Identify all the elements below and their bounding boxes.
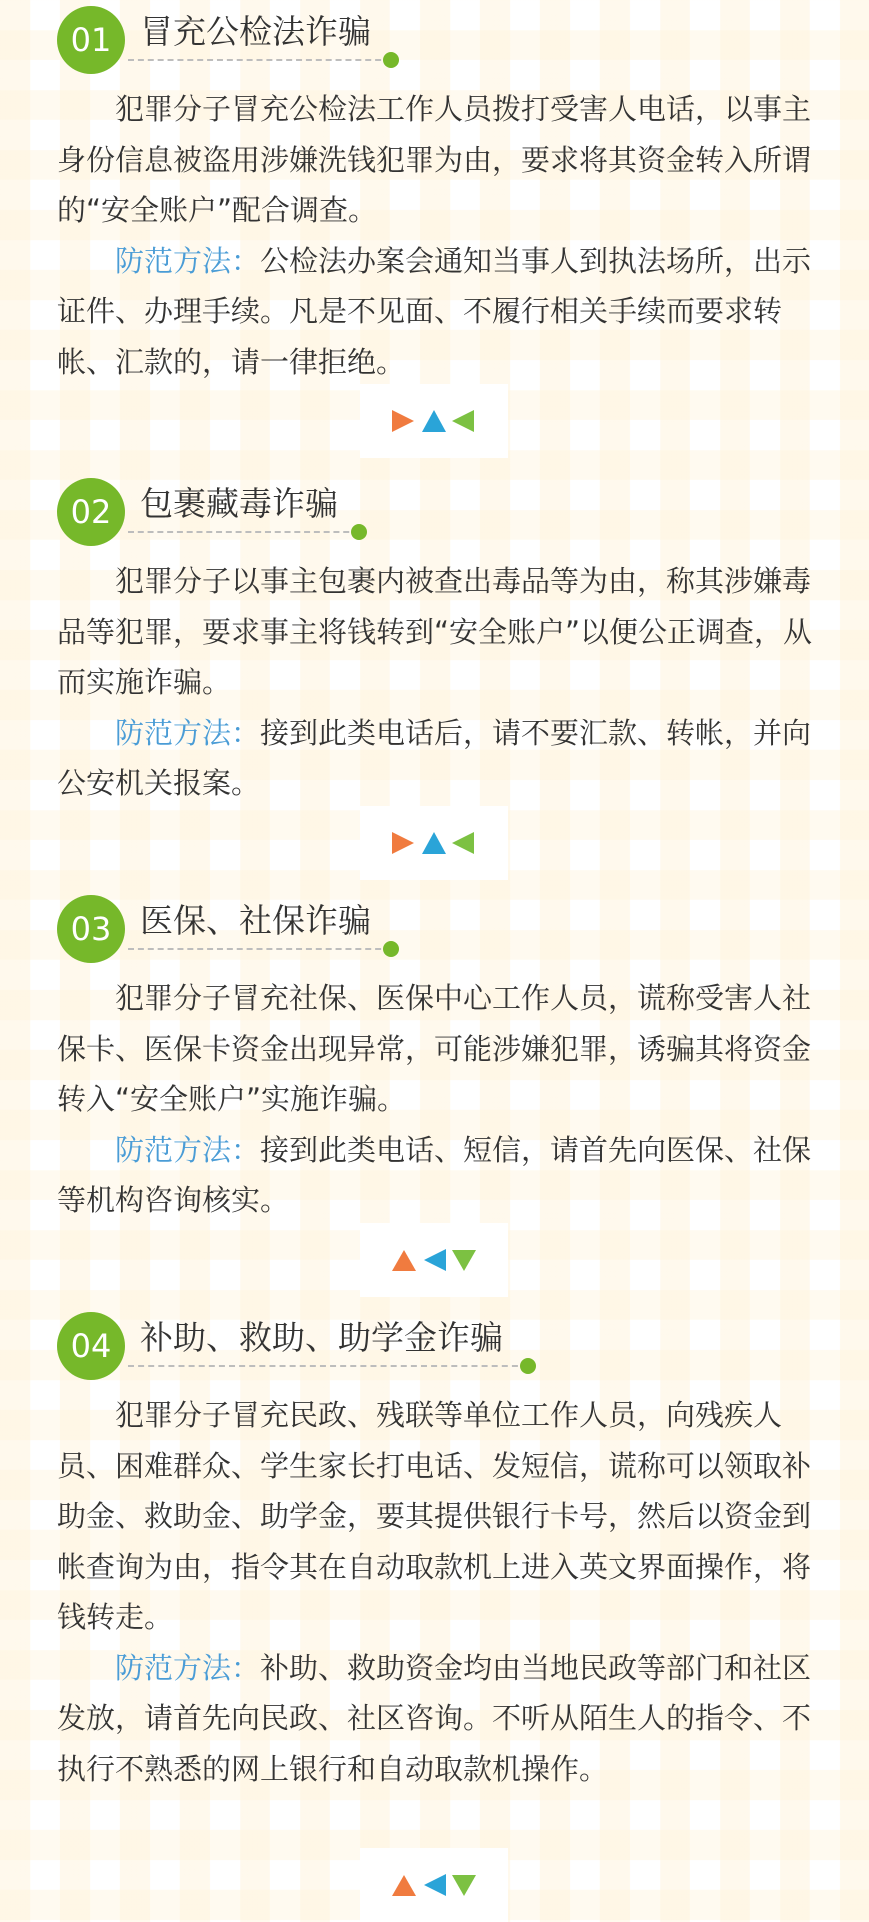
section-4-tip-label: 防范方法： — [115, 1650, 261, 1685]
section-1-body — [57, 84, 817, 387]
section-3-body — [57, 973, 817, 1226]
section-2-title-underline — [128, 531, 359, 533]
section-3-tip — [57, 1125, 817, 1226]
blue-up-triangle-icon — [422, 832, 446, 854]
section-3-tip-label: 防范方法： — [115, 1132, 261, 1167]
green-left-triangle-icon — [452, 832, 474, 854]
divider-1-triangles — [390, 406, 478, 436]
divider-4-triangles — [390, 1870, 478, 1900]
orange-up-triangle-icon — [392, 1250, 416, 1271]
blue-up-triangle-icon — [422, 410, 446, 432]
section-2-number-badge: 02 — [57, 478, 125, 546]
section-4-title: 补助、救助、助学金诈骗 — [140, 1318, 503, 1357]
section-1 — [0, 0, 869, 387]
orange-right-triangle-icon — [392, 410, 414, 432]
orange-up-triangle-icon — [392, 1875, 416, 1896]
divider-2-triangles — [390, 828, 478, 858]
section-2-tip-text: 接到此类电话后，请不要汇款、转帐，并向公安机关报案。 — [57, 715, 812, 800]
green-dot-icon — [383, 941, 399, 957]
blue-left-triangle-icon — [424, 1874, 446, 1896]
green-dot-icon — [520, 1358, 536, 1374]
section-2-body — [57, 556, 817, 809]
section-4-description: 犯罪分子冒充民政、残联等单位工作人员，向残疾人员、困难群众、学生家长打电话、发短信，谎称可以领取补助金、救助金、助学金，要其提供银行卡号，然后以资金到帐查询为由，指令其在自动取款机上进入英文界面操作，将钱转走。 — [57, 1398, 812, 1634]
section-2-title: 包裹藏毒诈骗 — [140, 484, 338, 523]
section-1-title-underline — [128, 59, 391, 61]
divider-marker-4 — [360, 1848, 508, 1922]
section-1-description: 犯罪分子冒充公检法工作人员拨打受害人电话，以事主身份信息被盗用涉嫌洗钱犯罪为由，要求将其资金转入所谓的“安全账户”配合调查。 — [57, 92, 812, 227]
section-3-number-badge: 03 — [57, 895, 125, 963]
section-3-description: 犯罪分子冒充社保、医保中心工作人员，谎称受害人社保卡、医保卡资金出现异常，可能涉嫌犯罪，诱骗其将资金转入“安全账户”实施诈骗。 — [57, 981, 812, 1116]
section-1-title: 冒充公检法诈骗 — [140, 12, 371, 51]
section-4-number-badge: 04 — [57, 1312, 125, 1380]
divider-marker-3 — [360, 1223, 508, 1297]
section-3-title: 医保、社保诈骗 — [140, 901, 371, 940]
section-3-title-underline — [128, 948, 391, 950]
green-down-triangle-icon — [452, 1875, 476, 1896]
section-4 — [0, 1306, 869, 1794]
section-2-tip — [57, 708, 817, 809]
section-1-header — [0, 0, 869, 70]
section-4-header — [0, 1306, 869, 1376]
section-2-description: 犯罪分子以事主包裹内被查出毒品等为由，称其涉嫌毒品等犯罪，要求事主将钱转到“安全账户”以便公正调查，从而实施诈骗。 — [57, 564, 813, 699]
green-down-triangle-icon — [452, 1250, 476, 1271]
section-4-title-underline — [128, 1365, 528, 1367]
orange-right-triangle-icon — [392, 832, 414, 854]
section-4-tip-text: 补助、救助资金均由当地民政等部门和社区发放，请首先向民政、社区咨询。不听从陌生人的指令、不执行不熟悉的网上银行和自动取款机操作。 — [57, 1650, 812, 1786]
section-1-number-badge: 01 — [57, 6, 125, 74]
divider-marker-1 — [360, 384, 508, 458]
section-1-tip — [57, 236, 817, 388]
divider-3-triangles — [390, 1245, 478, 1275]
section-4-body — [57, 1390, 817, 1794]
section-3-tip-text: 接到此类电话、短信，请首先向医保、社保等机构咨询核实。 — [57, 1132, 812, 1217]
green-left-triangle-icon — [452, 410, 474, 432]
section-3-header — [0, 889, 869, 959]
section-2 — [0, 472, 869, 809]
section-1-tip-text: 公检法办案会通知当事人到执法场所，出示证件、办理手续。凡是不见面、不履行相关手续而要求转帐、汇款的，请一律拒绝。 — [57, 243, 812, 379]
divider-marker-2 — [360, 806, 508, 880]
green-dot-icon — [351, 524, 367, 540]
section-2-tip-label: 防范方法： — [115, 715, 261, 750]
green-dot-icon — [383, 52, 399, 68]
section-4-tip — [57, 1643, 817, 1795]
section-1-tip-label: 防范方法： — [115, 243, 261, 278]
section-2-header — [0, 472, 869, 542]
section-3 — [0, 889, 869, 1226]
blue-left-triangle-icon — [424, 1249, 446, 1271]
